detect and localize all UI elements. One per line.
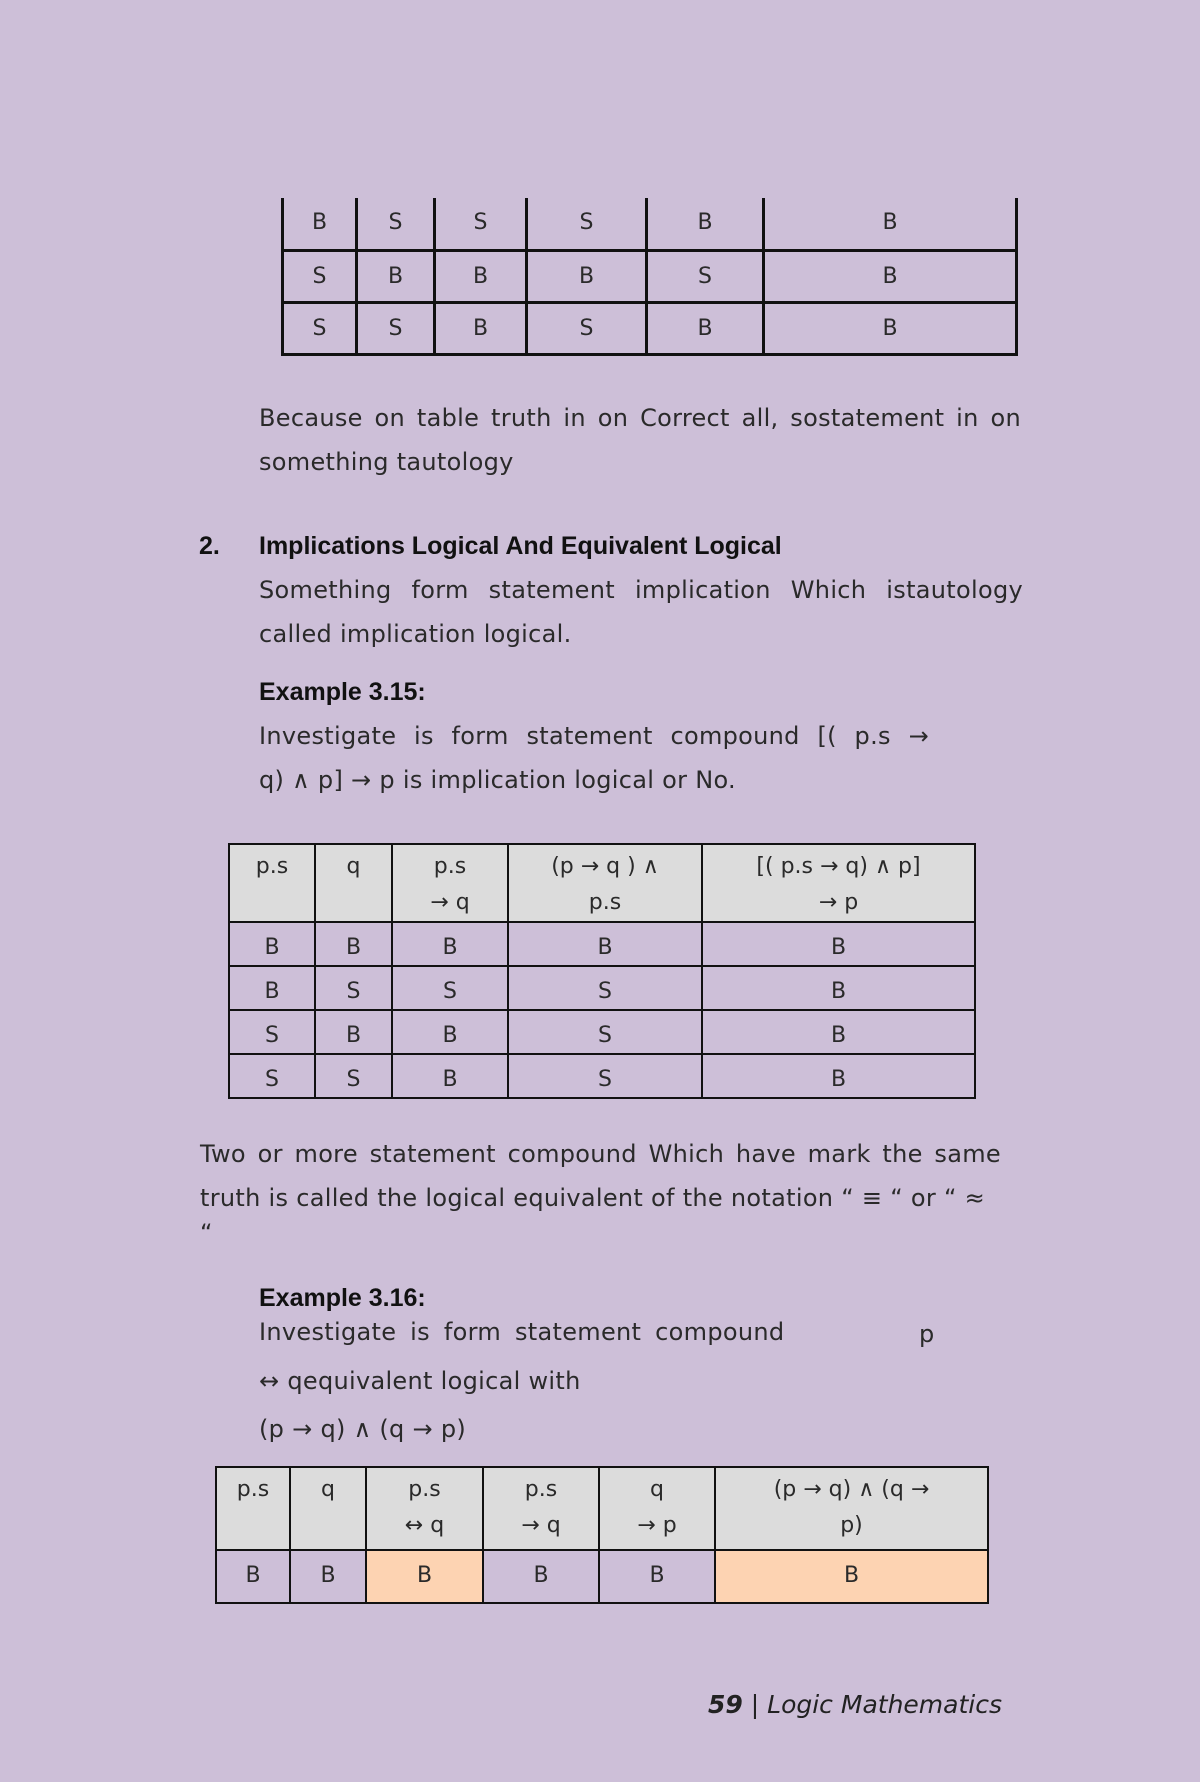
example-label: Example 3.15:: [259, 678, 426, 706]
table-cell: B: [392, 922, 508, 966]
paragraph-line: p: [919, 1320, 935, 1348]
page-number: 59: [708, 1690, 743, 1719]
header-line: [295, 1508, 361, 1544]
truth-table-implication: [228, 843, 976, 1099]
table-row: [283, 302, 1017, 354]
truth-table-continued: [281, 198, 1018, 356]
table-cell: B: [290, 1550, 366, 1603]
table-cell: S: [283, 250, 357, 302]
truth-table-equivalence: [215, 1466, 989, 1604]
equivalence-definition-line3: [200, 1212, 213, 1255]
table-cell: S: [508, 1054, 702, 1098]
table-cell: B: [599, 1550, 715, 1603]
table-row: [283, 250, 1017, 302]
table-cell: B: [527, 250, 647, 302]
table-header-cell: [315, 844, 392, 922]
section-title: Implications Logical And Equivalent Logical: [259, 532, 782, 560]
table-header-row: [216, 1467, 988, 1550]
header-line: → p: [818, 890, 859, 915]
paragraph-line: “: [200, 1219, 213, 1247]
table-row: [229, 922, 975, 966]
table-cell: B: [435, 302, 527, 354]
section-definition: [259, 569, 1023, 612]
tautology-conclusion-end: [259, 441, 514, 484]
table-cell: B: [764, 250, 1017, 302]
header-line: → p: [637, 1513, 677, 1538]
tautology-conclusion: [259, 397, 1021, 440]
table-cell: S: [647, 250, 764, 302]
table-cell: S: [315, 1054, 392, 1098]
header-line: [221, 1508, 285, 1544]
table-cell: B: [764, 302, 1017, 354]
table-cell: B: [702, 922, 975, 966]
table-cell: B: [392, 1010, 508, 1054]
paragraph-line: Something form statement implication Which istautology: [259, 576, 1023, 604]
page-footer: [708, 1690, 1002, 1719]
paragraph-line: ↔ qequivalent logical with: [259, 1367, 581, 1395]
header-line: [( p.s → q) ∧ p]: [756, 854, 921, 879]
header-line: ↔ q: [404, 1513, 445, 1538]
table-cell: B: [702, 1010, 975, 1054]
table-cell: S: [229, 1010, 315, 1054]
table-row: [229, 966, 975, 1010]
table-row: [229, 1054, 975, 1098]
paragraph-line: Two or more statement compound Which have mark the same: [200, 1140, 1001, 1168]
table-row: [216, 1550, 988, 1603]
table-cell: B: [315, 922, 392, 966]
table-cell: B: [283, 198, 357, 250]
paragraph-line: Investigate is form statement compound: [259, 1318, 785, 1346]
paragraph-line: something tautology: [259, 448, 514, 476]
paragraph-line: Because on table truth in on Correct all, sostatement in on: [259, 404, 1021, 432]
table-header-cell: [508, 844, 702, 922]
section-number: 2.: [199, 532, 220, 560]
example-statement-line2: [259, 1360, 581, 1403]
table-cell: S: [435, 198, 527, 250]
header-line: q: [346, 854, 361, 879]
header-line: p): [840, 1513, 863, 1538]
paragraph-line: truth is called the logical equivalent of the notation “ ≡ “ or “ ≈: [200, 1184, 986, 1212]
footer-separator: |: [750, 1690, 760, 1719]
header-line: (p → q) ∧ (q →: [773, 1477, 930, 1502]
table-cell: B: [702, 1054, 975, 1098]
header-line: p.s: [255, 854, 289, 879]
header-line: → q: [521, 1513, 561, 1538]
header-line: p.s: [236, 1477, 270, 1502]
table-cell: S: [392, 966, 508, 1010]
table-cell: B: [508, 922, 702, 966]
table-cell: B: [483, 1550, 599, 1603]
table-cell: S: [229, 1054, 315, 1098]
table-cell: B: [435, 250, 527, 302]
table-cell: B: [392, 1054, 508, 1098]
table-cell: S: [315, 966, 392, 1010]
example-statement-line3: [259, 1408, 466, 1451]
example-statement: [259, 1311, 784, 1354]
table-header-row: [229, 844, 975, 922]
header-line: → q: [430, 890, 470, 915]
example-label: Example 3.16:: [259, 1284, 426, 1312]
table-header-cell: [229, 844, 315, 922]
table-cell: B: [647, 302, 764, 354]
header-line: p.s: [524, 1477, 558, 1502]
table-cell: S: [357, 302, 435, 354]
book-title: Logic Mathematics: [767, 1690, 1002, 1719]
table-cell: S: [527, 198, 647, 250]
table-cell: S: [508, 966, 702, 1010]
header-line: [320, 885, 387, 921]
example-statement-end: [259, 759, 736, 802]
header-line: q: [650, 1477, 664, 1502]
table-cell: B: [315, 1010, 392, 1054]
header-line: p.s: [433, 854, 467, 879]
header-line: (p → q ) ∧: [551, 854, 659, 879]
paragraph-line: called implication logical.: [259, 620, 572, 648]
header-line: q: [321, 1477, 335, 1502]
header-line: p.s: [588, 890, 622, 915]
table-header-cell: [599, 1467, 715, 1550]
table-cell: B: [764, 198, 1017, 250]
table-cell: B: [229, 922, 315, 966]
table-header-cell: [216, 1467, 290, 1550]
table-header-cell: [366, 1467, 483, 1550]
paragraph-line: q) ∧ p] → p is implication logical or No.: [259, 766, 736, 794]
table-cell: B: [647, 198, 764, 250]
table-cell: S: [283, 302, 357, 354]
table-row: [283, 198, 1017, 250]
table-header-cell: [715, 1467, 988, 1550]
paragraph-line: (p → q) ∧ (q → p): [259, 1415, 467, 1443]
table-header-cell: [483, 1467, 599, 1550]
equivalence-definition: [200, 1133, 1001, 1176]
header-line: [234, 885, 310, 921]
table-cell: B: [715, 1550, 988, 1603]
equivalence-definition-line2: [200, 1177, 985, 1220]
table-cell: B: [216, 1550, 290, 1603]
table-cell: S: [527, 302, 647, 354]
paragraph-line: Investigate is form statement compound [( p.s →: [259, 722, 929, 750]
table-cell: S: [508, 1010, 702, 1054]
table-header-cell: [290, 1467, 366, 1550]
header-line: p.s: [408, 1477, 441, 1502]
table-header-cell: [392, 844, 508, 922]
table-header-cell: [702, 844, 975, 922]
example-statement: [259, 715, 929, 758]
example-statement-symbol: [919, 1313, 935, 1356]
table-cell: S: [357, 198, 435, 250]
section-definition-end: [259, 613, 572, 656]
table-cell: B: [366, 1550, 483, 1603]
table-cell: B: [229, 966, 315, 1010]
table-row: [229, 1010, 975, 1054]
table-cell: B: [357, 250, 435, 302]
table-cell: B: [702, 966, 975, 1010]
